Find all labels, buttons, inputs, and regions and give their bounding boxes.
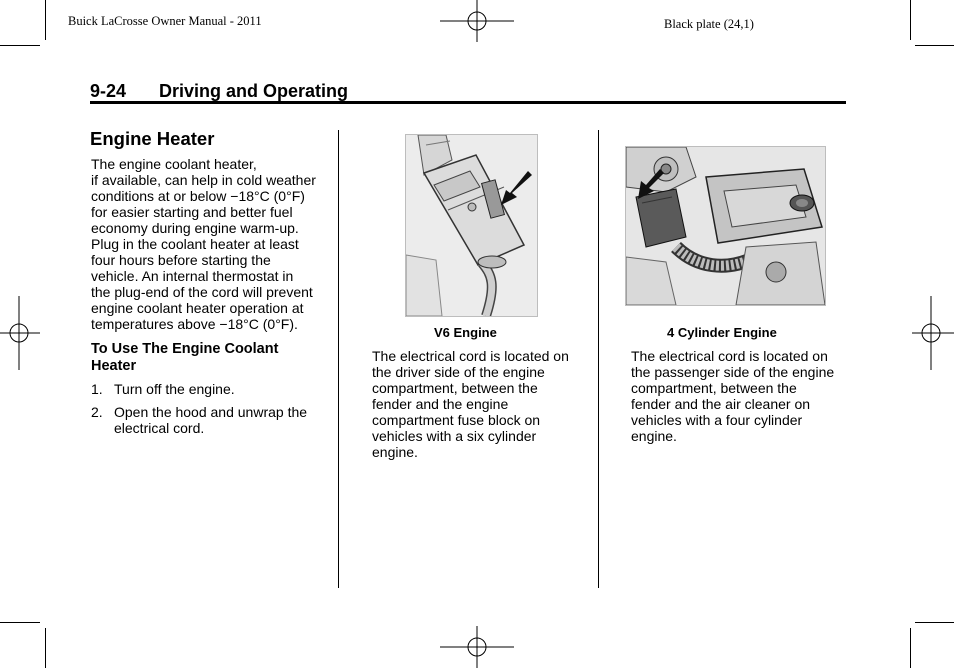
text-line: fender and the air cleaner on: [631, 396, 811, 412]
subheading-line: Heater: [91, 358, 137, 374]
step-number: 2.: [91, 404, 103, 420]
subheading-line: To Use The Engine Coolant: [91, 341, 279, 357]
text-line: The electrical cord is located on: [372, 348, 569, 364]
text-line: engine coolant heater operation at: [91, 300, 304, 316]
page-number: 9-24: [90, 81, 127, 101]
subheading: [91, 341, 336, 375]
section-title: Driving and Operating: [159, 81, 349, 101]
section-rule: [90, 101, 846, 104]
crop-mark: [910, 0, 911, 40]
v6-engine-caption: V6 Engine: [434, 325, 497, 340]
crop-mark: [915, 622, 954, 623]
step-text: Open the hood and unwrap the: [114, 404, 308, 420]
text-line: compartment, between the: [631, 380, 797, 396]
registration-mark-icon: [440, 0, 514, 44]
text-line: for easier starting and better fuel: [91, 204, 293, 220]
steps-list: [91, 381, 336, 443]
print-header-left: Buick LaCrosse Owner Manual - 2011: [68, 14, 262, 28]
v6-engine-drawing: [406, 135, 537, 316]
text-line: The electrical cord is located on: [631, 348, 828, 364]
crop-mark: [0, 622, 40, 623]
step-number: 1.: [91, 381, 103, 397]
column-divider: [598, 130, 599, 588]
text-line: vehicles with a four cylinder: [631, 412, 803, 428]
four-cylinder-engine-illustration: [625, 146, 826, 306]
crop-mark: [45, 628, 46, 668]
text-line: conditions at or below −18°C (0°F): [91, 188, 305, 204]
step-text: electrical cord.: [114, 420, 205, 436]
list-item: [91, 404, 336, 436]
article-heading: Engine Heater: [90, 128, 215, 149]
v6-engine-illustration: [405, 134, 538, 317]
text-line: four hours before starting the: [91, 252, 271, 268]
crop-mark: [45, 0, 46, 40]
text-line: vehicles with a six cylinder: [372, 428, 537, 444]
text-line: fender and the engine: [372, 396, 509, 412]
four-cylinder-engine-drawing: [626, 147, 825, 305]
text-line: temperatures above −18°C (0°F).: [91, 316, 298, 332]
text-line: Plug in the coolant heater at least: [91, 236, 299, 252]
text-line: economy during engine warm-up.: [91, 220, 299, 236]
registration-mark-icon: [440, 626, 514, 668]
registration-mark-icon: [912, 296, 954, 370]
text-line: The engine coolant heater,: [91, 156, 257, 172]
four-cylinder-caption: 4 Cylinder Engine: [667, 325, 777, 340]
crop-mark: [915, 45, 954, 46]
crop-mark: [0, 45, 40, 46]
list-item: [91, 381, 336, 397]
step-text: Turn off the engine.: [114, 381, 235, 397]
registration-mark-icon: [0, 296, 40, 370]
text-line: engine.: [372, 444, 418, 460]
text-line: engine.: [631, 428, 677, 444]
column-divider: [338, 130, 339, 588]
four-cylinder-description: [631, 348, 851, 444]
text-line: vehicle. An internal thermostat in: [91, 268, 294, 284]
text-line: if available, can help in cold weather: [91, 172, 316, 188]
crop-mark: [910, 628, 911, 668]
text-line: the plug-end of the cord will prevent: [91, 284, 313, 300]
print-header-right: Black plate (24,1): [664, 17, 754, 31]
intro-paragraph: [91, 156, 336, 332]
text-line: compartment, between the: [372, 380, 538, 396]
v6-description: [372, 348, 592, 460]
text-line: compartment fuse block on: [372, 412, 541, 428]
text-line: the driver side of the engine: [372, 364, 545, 380]
text-line: the passenger side of the engine: [631, 364, 835, 380]
